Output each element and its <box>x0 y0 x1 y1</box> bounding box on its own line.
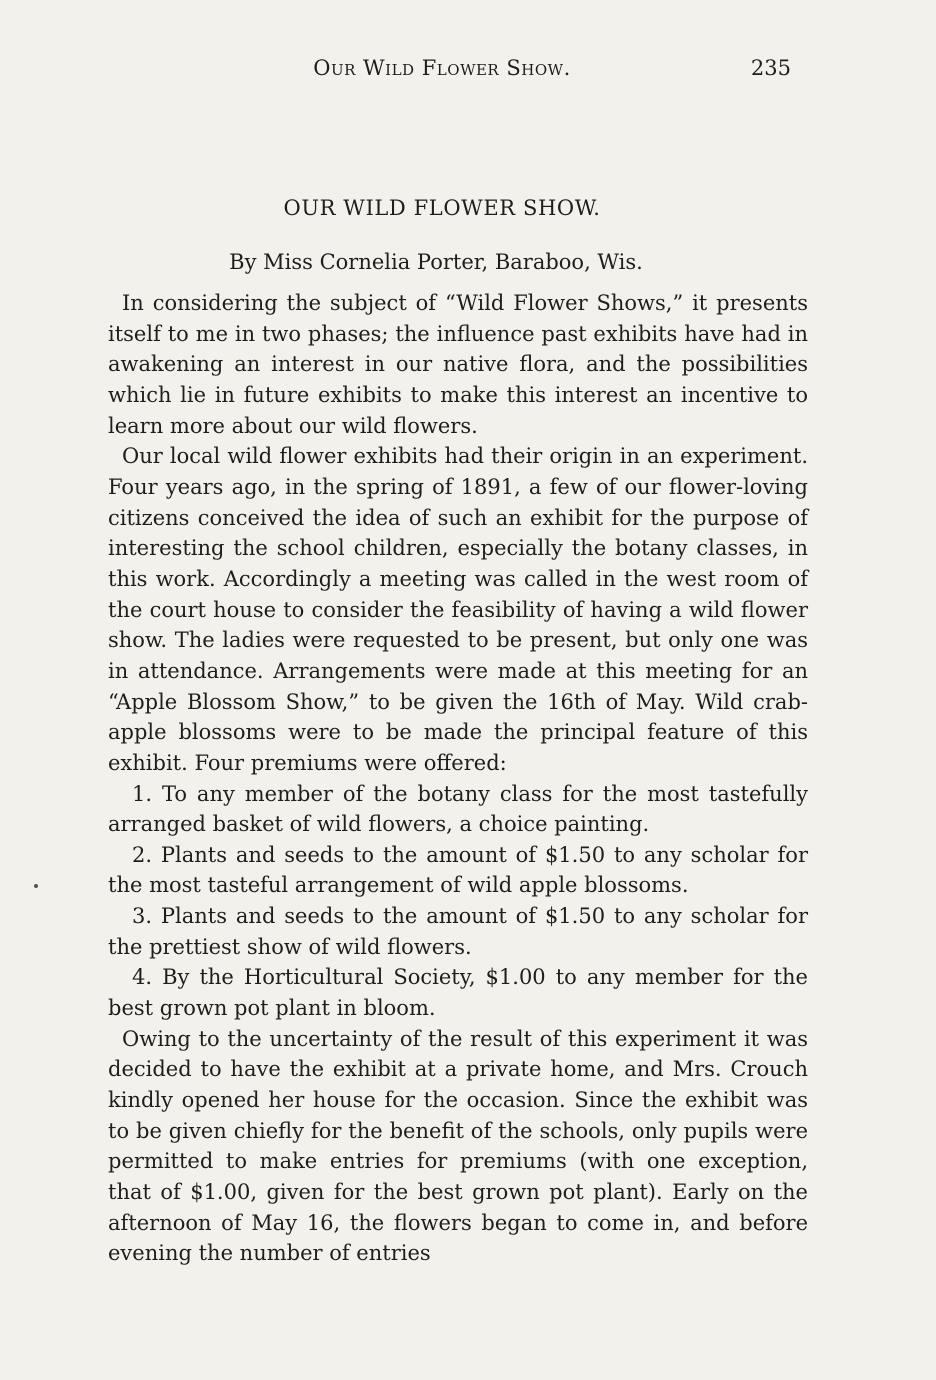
premium-item: 1. To any member of the botany class for the most tastefully arranged basket of wild flowers, a choice painting. <box>108 781 808 837</box>
running-head <box>0 56 936 86</box>
article-body <box>108 288 808 1269</box>
premium-item: 4. By the Horticultural Society, $1.00 to any member for the best grown pot plant in bloom. <box>108 965 808 1021</box>
article-title: OUR WILD FLOWER SHOW. <box>283 196 601 220</box>
premium-item: 3. Plants and seeds to the amount of $1.50 to any scholar for the prettiest show of wild flowers. <box>108 904 808 959</box>
paragraph-origin: Our local wild flower exhibits had their origin in an experiment. Four years ago, in the spring of 1891, a few of our flower-loving citizens conceived the idea of such an exhibit for the purpose of interesting the school children, especially the botany classes, in this work. Accordingly a meeting was called in the west room of the court house to consider the feasibility of having a wild flower show. The ladies were requested to be present, but only one was in attendance. Arrangements were made at this meeting for an “Apple Blossom Show,” to be given the 16th of May. Wild crab-apple blossoms were to be made the principal feature of this exhibit. Four premiums were offered: <box>108 444 808 775</box>
running-title: Our Wild Flower Show. <box>313 56 571 80</box>
byline: By Miss Cornelia Porter, Baraboo, Wis. <box>229 250 643 274</box>
page-number: 235 <box>750 56 791 80</box>
paragraph-intro: In considering the subject of “Wild Flower Shows,” it presents itself to me in two phases; the influence past exhibits have had in awakening an interest in our native flora, and the possibilities which lie in future exhibits to make this interest an incentive to learn more about our wild flowers. <box>108 291 808 438</box>
margin-speck <box>34 884 38 888</box>
premium-item: 2. Plants and seeds to the amount of $1.50 to any scholar for the most tasteful arrangement of wild apple blossoms. <box>108 842 808 898</box>
paragraph-closing: Owing to the uncertainty of the result of this experiment it was decided to have the exhibit at a private home, and Mrs. Crouch kindly opened her house for the occasion. Since the exhibit was to be given chiefly for the benefit of the schools, only pupils were permitted to make entries for premiums (with one exception, that of $1.00, given for the best grown pot plant). Early on the afternoon of May 16, the flowers began to come in, and before evening the number of entries <box>108 1026 808 1266</box>
